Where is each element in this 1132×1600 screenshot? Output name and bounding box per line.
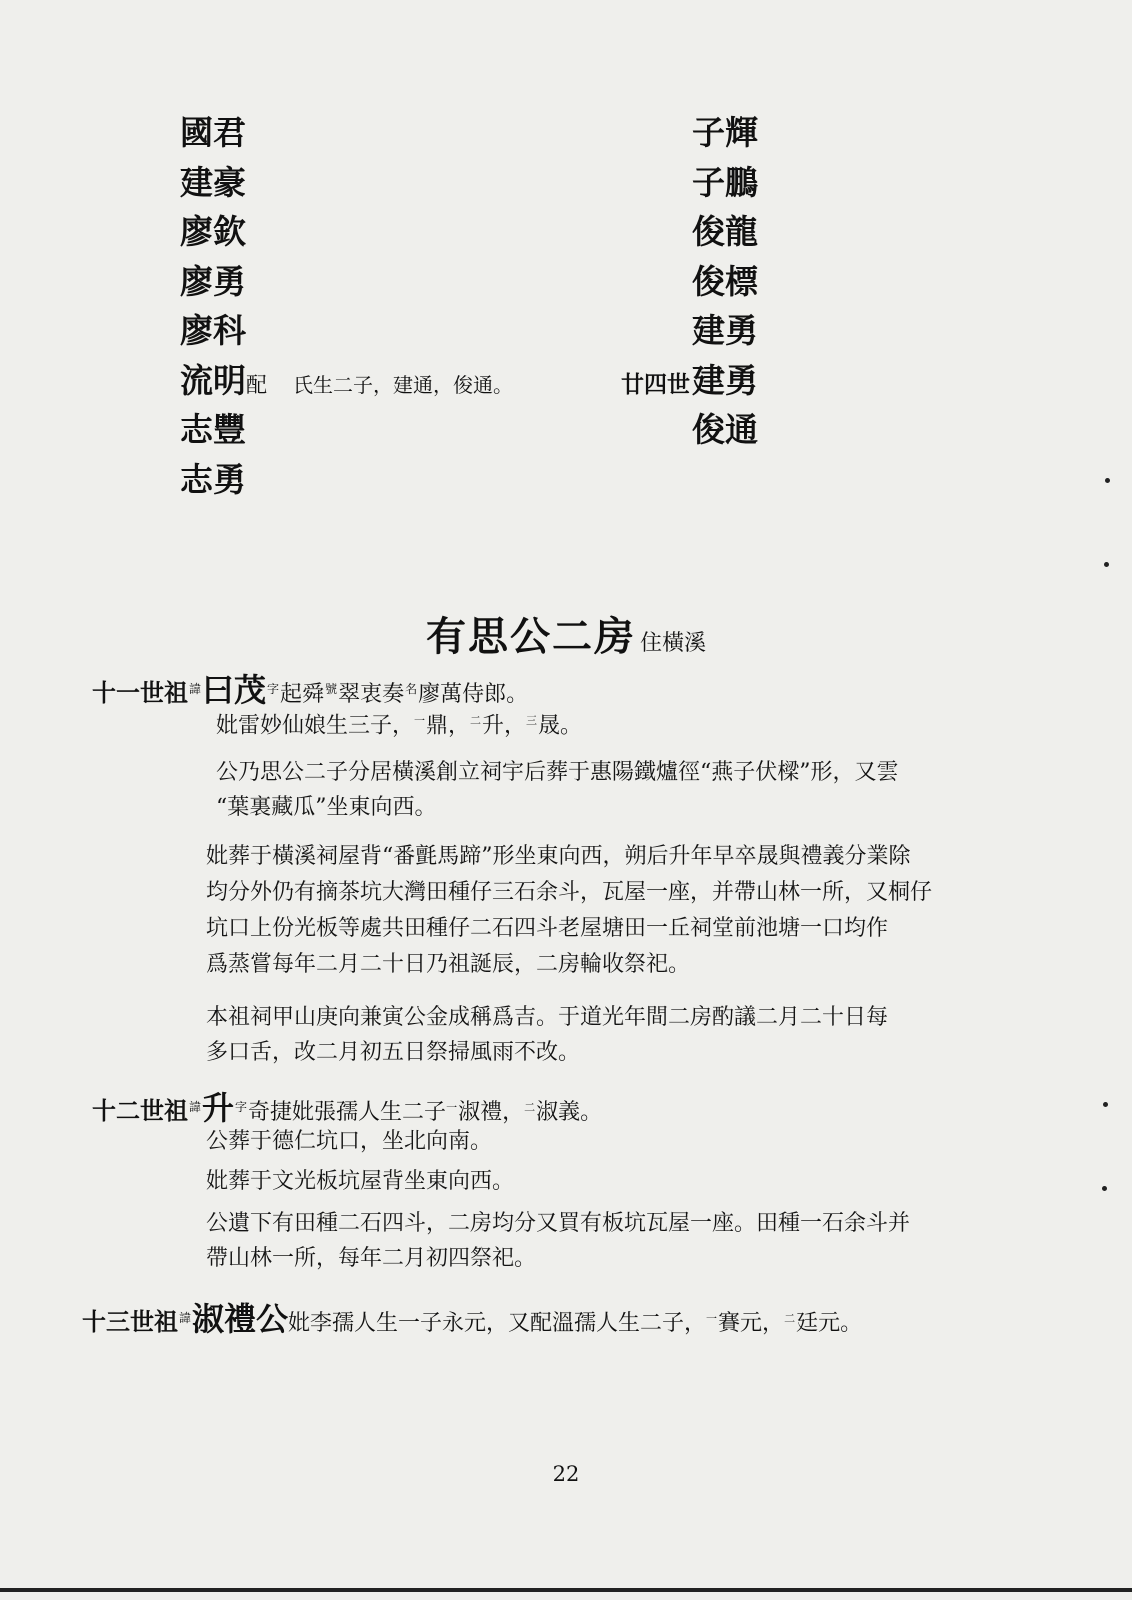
paragraph-line: 均分外仍有摘茶坑大灣田種仔三石余斗，瓦屋一座，并帶山林一所，又桐仔 bbox=[206, 880, 933, 905]
entry-description: 奇捷妣張孺人生二子 bbox=[248, 1100, 447, 1125]
scan-speck bbox=[1102, 1186, 1107, 1191]
taboo-marker: 諱 bbox=[189, 681, 202, 696]
generation-label: 十三世祖 bbox=[82, 1307, 178, 1336]
name-entry-generation bbox=[578, 356, 758, 406]
paragraph-line: 公乃思公二子分居橫溪創立祠宇后葬于惠陽鐵爐徑“燕子伏樑”形，又雲 bbox=[216, 760, 899, 785]
name-entry: 建勇 bbox=[692, 311, 758, 350]
spouse-marker: 配 bbox=[246, 372, 267, 397]
bottom-border-line bbox=[0, 1588, 1132, 1592]
child-name: 鼎， bbox=[426, 713, 471, 739]
name-entry: 俊龍 bbox=[692, 212, 758, 251]
ordinal-marker: 二 bbox=[470, 714, 482, 727]
entry-description: 妣李孺人生一子永元，又配溫孺人生二子， bbox=[288, 1311, 707, 1336]
paragraph-line: 妣葬于文光板坑屋背坐東向西。 bbox=[206, 1169, 515, 1194]
taboo-marker: 諱 bbox=[189, 1099, 202, 1114]
section-title: 有思公二房 bbox=[425, 613, 636, 660]
ordinal-marker: 二 bbox=[784, 1311, 796, 1325]
child-name: 賽元， bbox=[718, 1311, 785, 1336]
paragraph-line: 本祖祠甲山庚向兼寅公金成稱爲吉。于道光年間二房酌議二月二十日每 bbox=[206, 1005, 889, 1030]
generation-label: 十一世祖 bbox=[92, 678, 188, 707]
child-name: 廷元。 bbox=[796, 1311, 863, 1336]
ancestor-name: 淑禮公 bbox=[192, 1300, 289, 1338]
ancestor-name: 升 bbox=[202, 1089, 235, 1127]
ordinal-marker: 一 bbox=[414, 714, 426, 727]
paragraph-line: 爲蒸嘗每年二月二十日乃祖誕辰，二房輪收祭祀。 bbox=[206, 952, 691, 977]
entry-heading-13 bbox=[82, 1294, 862, 1340]
child-name: 淑義。 bbox=[536, 1100, 603, 1125]
paragraph-line: 公遺下有田種二石四斗，二房均分又買有板坑瓦屋一座。田種一石余斗并 bbox=[206, 1211, 911, 1236]
ancestor-name: 曰茂 bbox=[202, 671, 267, 709]
official-title: 廖萬侍郎。 bbox=[418, 682, 529, 707]
ordinal-marker: 一 bbox=[706, 1311, 718, 1325]
name-entry: 俊通 bbox=[692, 410, 758, 449]
section-heading bbox=[0, 605, 1132, 662]
entry-paragraph bbox=[206, 1164, 514, 1199]
paragraph-line: 坑口上份光板等處共田種仔二石四斗老屋塘田一丘祠堂前池塘一口均作 bbox=[206, 916, 889, 941]
paragraph-line: 帶山林一所，每年二月初四祭祀。 bbox=[206, 1246, 537, 1271]
paragraph-text: 妣雷妙仙娘生三子， bbox=[216, 713, 415, 739]
ordinal-marker: 二 bbox=[524, 1100, 536, 1114]
paragraph-line: 公葬于德仁坑口，坐北向南。 bbox=[206, 1129, 493, 1154]
name-entry: 廖科 bbox=[180, 311, 246, 350]
courtesy-marker: 字 bbox=[235, 1099, 248, 1114]
child-name: 升， bbox=[482, 713, 527, 739]
name-text: 建勇 bbox=[692, 360, 758, 400]
generation-label: 十二世祖 bbox=[92, 1096, 188, 1125]
entry-paragraph bbox=[206, 1206, 910, 1276]
entry-heading-12 bbox=[92, 1083, 602, 1129]
name-list-right bbox=[578, 108, 758, 455]
page-number: 22 bbox=[552, 1462, 580, 1486]
art-name-marker: 號 bbox=[325, 681, 338, 696]
entry-paragraph bbox=[216, 703, 582, 743]
courtesy-marker: 字 bbox=[267, 681, 280, 696]
name-entry: 廖欽 bbox=[180, 212, 246, 251]
child-name: 晟。 bbox=[538, 713, 583, 739]
name-entry: 廖勇 bbox=[180, 261, 246, 301]
section-subtitle: 住橫溪 bbox=[639, 631, 706, 656]
scan-speck bbox=[1105, 478, 1110, 483]
scan-speck bbox=[1103, 1102, 1108, 1107]
paragraph-line: 多口舌，改二月初五日祭掃風雨不改。 bbox=[206, 1040, 581, 1065]
name-text: 流明 bbox=[180, 360, 246, 400]
entry-paragraph bbox=[206, 1124, 492, 1159]
generation-label: 廿四世 bbox=[621, 370, 690, 398]
given-name-marker: 名 bbox=[405, 681, 418, 696]
name-entry: 志豐 bbox=[180, 410, 246, 449]
scan-speck bbox=[1104, 562, 1109, 567]
ordinal-marker: 三 bbox=[526, 714, 538, 727]
entry-paragraph bbox=[216, 755, 899, 825]
child-name: 淑禮， bbox=[458, 1100, 525, 1125]
ordinal-marker: 一 bbox=[446, 1100, 458, 1114]
name-entry: 俊標 bbox=[692, 261, 758, 301]
spouse-note: 氏生二子，建通，俊通。 bbox=[293, 372, 513, 397]
art-name: 翠衷奏 bbox=[338, 682, 405, 707]
paragraph-line: “葉裏藏瓜”坐東向西。 bbox=[216, 795, 437, 820]
name-entry: 國君 bbox=[180, 113, 246, 152]
paragraph-line: 妣葬于橫溪祠屋背“番氈馬蹄”形坐東向西，朔后升年早卒晟與禮義分業除 bbox=[206, 844, 911, 869]
name-entry: 子鵬 bbox=[692, 162, 758, 202]
entry-paragraph bbox=[206, 839, 932, 983]
name-list-left bbox=[180, 108, 513, 504]
name-entry: 建豪 bbox=[180, 162, 246, 202]
name-entry: 志勇 bbox=[180, 459, 246, 499]
entry-paragraph bbox=[206, 1000, 888, 1070]
name-entry-with-note bbox=[180, 356, 513, 406]
name-entry: 子輝 bbox=[692, 113, 758, 152]
taboo-marker: 諱 bbox=[179, 1310, 192, 1325]
courtesy-name: 起舜 bbox=[280, 682, 325, 707]
